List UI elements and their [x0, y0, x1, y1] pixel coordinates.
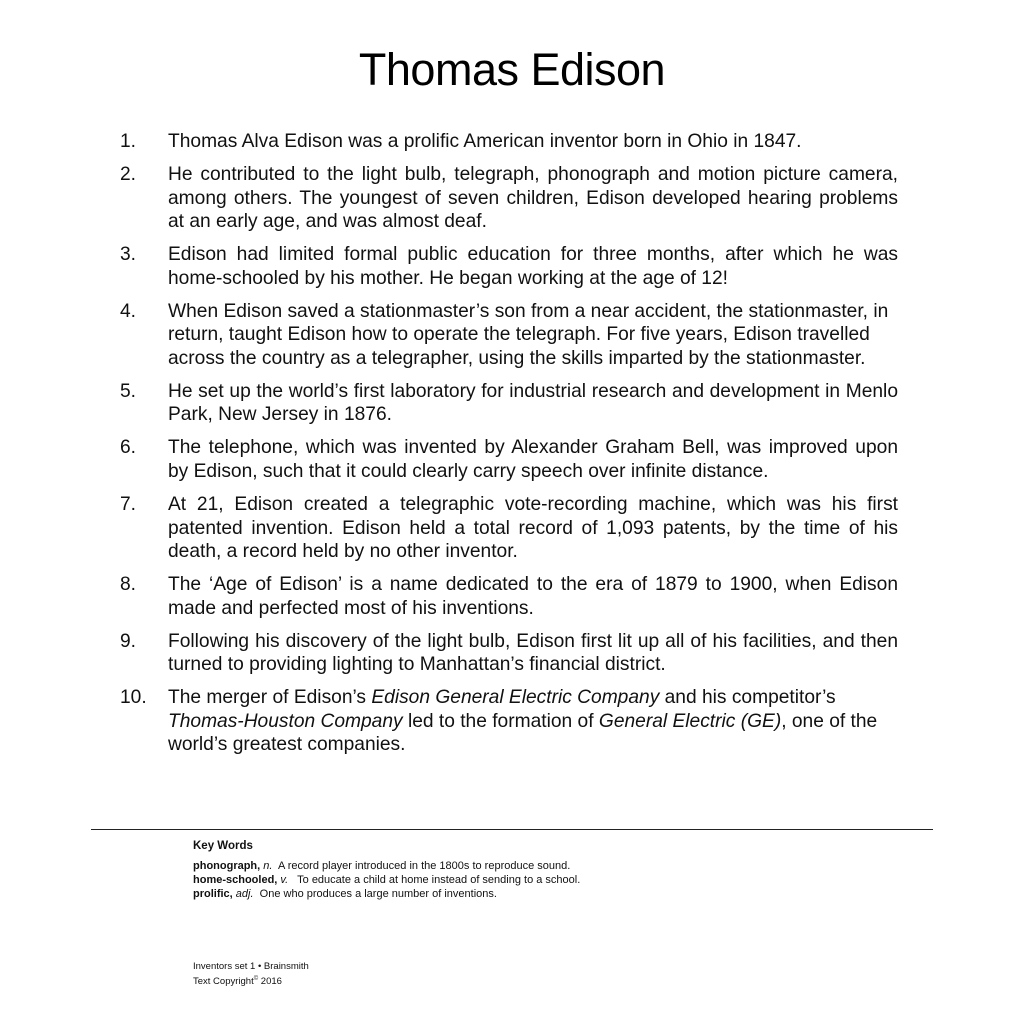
fact-text: He set up the world’s first laboratory for industrial research and development in Menlo Park, New Jersey in 1876. [168, 380, 898, 426]
fact-item [120, 573, 898, 620]
fact-text: At 21, Edison created a telegraphic vote-recording machine, which was his first patented invention. Edison held a total record of 1,093 patents, by the time of his death, a record held by no other inventor. [168, 494, 898, 563]
fact-number: 4. [120, 300, 137, 322]
fact-number: 3. [120, 244, 137, 266]
fact-number: 5. [120, 380, 137, 402]
fact-number: 10. [120, 687, 147, 709]
fact-number: 7. [120, 494, 137, 516]
fact-item [120, 686, 898, 757]
fact-item [120, 243, 898, 290]
part-of-speech: adj. [235, 888, 254, 900]
fact-item [120, 380, 898, 427]
copyright-label: Text Copyright [193, 976, 254, 988]
company-name: Edison General Electric Company [371, 687, 660, 709]
fact-text: Thomas Alva Edison was a prolific American inventor born in Ohio in 1847. [168, 131, 802, 152]
key-word-definition: To educate a child at home instead of sending to a school. [297, 874, 581, 886]
fact-number: 9. [120, 630, 137, 652]
fact-number: 8. [120, 574, 137, 596]
fact-item [120, 493, 898, 564]
fact-text: The ‘Age of Edison’ is a name dedicated to the era of 1879 to 1900, when Edison made and perfected most of his inventions. [168, 574, 898, 619]
fact-text: Following his discovery of the light bulb, Edison first lit up all of his facilities, and then turned to providing lighting to Manhattan’s financial district. [168, 630, 898, 676]
divider [91, 829, 933, 830]
key-words-section [193, 839, 893, 901]
fact-text: The telephone, which was invented by Alexander Graham Bell, was improved upon by Edison, such that it could clearly carry speech over infinite distance. [168, 437, 898, 482]
key-word-definition: One who produces a large number of inventions. [259, 888, 497, 900]
fact-text-part: The merger of Edison’s [168, 687, 372, 709]
fact-text-part: , one of the world’s greatest companies. [168, 710, 878, 756]
fact-item [120, 300, 898, 371]
fact-text: He contributed to the light bulb, telegraph, phonograph and motion picture camera, among others. The youngest of seven children, Edison developed hearing problems at an early age, and was almost deaf. [168, 164, 898, 233]
fact-number: 6. [120, 437, 137, 459]
key-word-entry [193, 859, 893, 873]
footer-copyright [193, 973, 309, 988]
fact-text-part: led to the formation of [402, 710, 599, 732]
key-word-term: home-schooled, [193, 874, 278, 886]
company-name: Thomas-Houston Company [168, 710, 403, 732]
fact-item [120, 436, 898, 483]
footer-series: Inventors set 1 • Brainsmith [193, 961, 309, 972]
key-word-entry [193, 873, 893, 887]
fact-text-part: and his competitor’s [659, 687, 836, 709]
footer [193, 961, 309, 988]
fact-text: When Edison saved a stationmaster’s son from a near accident, the stationmaster, in return, taught Edison how to operate the telegraph. For five years, Edison travelled across the country as a telegrapher, using the skills imparted by the stationmaster. [168, 300, 889, 369]
fact-number: 1. [120, 131, 137, 152]
part-of-speech: v. [280, 874, 289, 886]
fact-item [120, 130, 898, 154]
fact-item [120, 630, 898, 677]
fact-text [168, 687, 877, 755]
key-word-term: prolific, [193, 888, 233, 900]
copyright-year: 2016 [258, 976, 282, 988]
key-word-term: phonograph, [193, 860, 261, 872]
company-name: General Electric (GE) [598, 710, 782, 732]
part-of-speech: n. [263, 860, 273, 872]
fact-item [120, 163, 898, 234]
page-title: Thomas Edison [358, 44, 666, 95]
facts-list [120, 130, 898, 766]
key-word-entry [193, 887, 893, 901]
key-word-definition: A record player introduced in the 1800s to reproduce sound. [277, 860, 571, 872]
fact-number: 2. [120, 164, 137, 186]
copyright-symbol: © [253, 976, 259, 982]
key-words-heading: Key Words [193, 840, 253, 852]
fact-text: Edison had limited formal public education for three months, after which he was home-schooled by his mother. He began working at the age of 12! [168, 244, 898, 289]
